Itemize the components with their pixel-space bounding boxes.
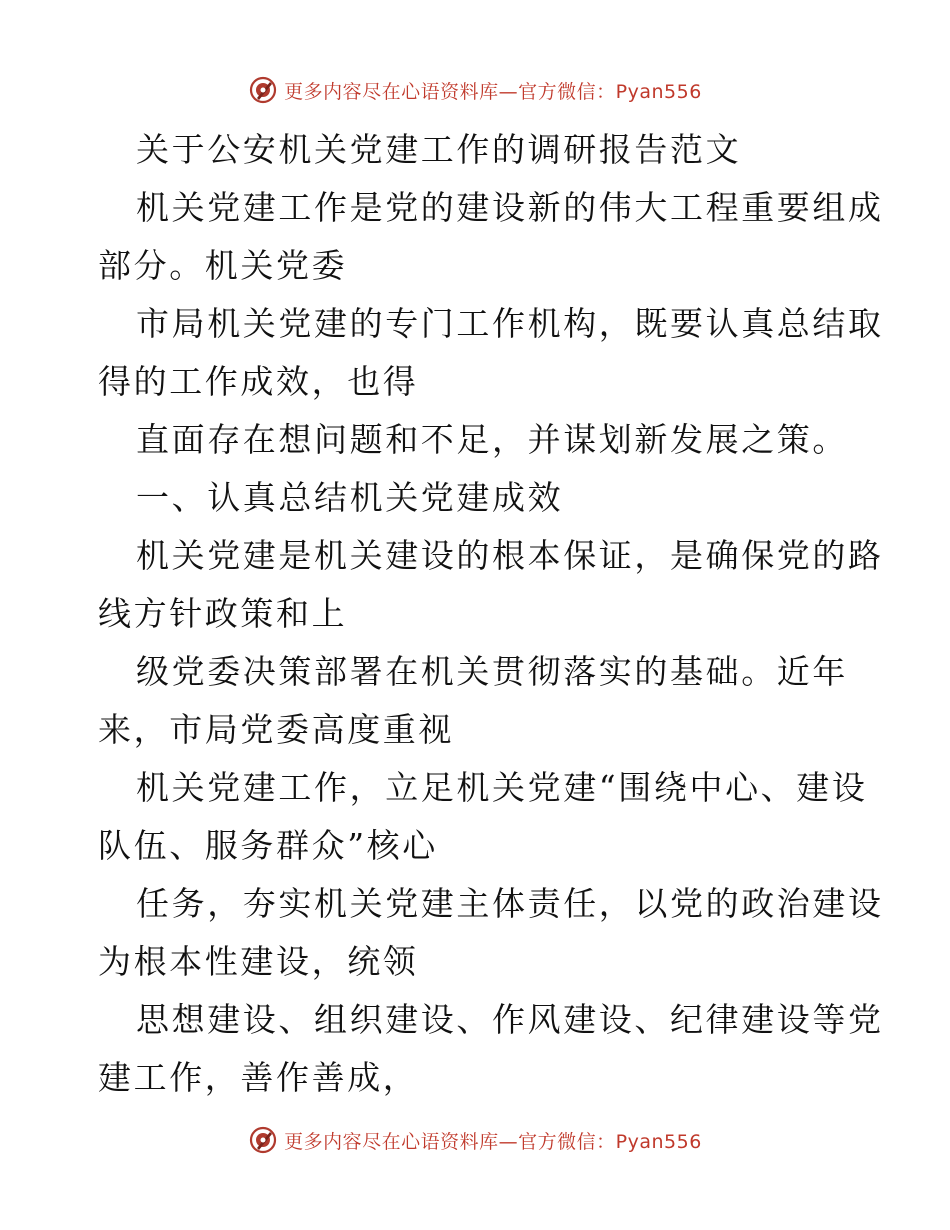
text-line: 来，市局党委高度重视 — [98, 710, 454, 749]
quill-seal-icon — [248, 75, 278, 105]
text-line: 一、认真总结机关党建成效 — [136, 478, 564, 517]
text-line: 市局机关党建的专门工作机构，既要认真总结取 — [136, 304, 884, 343]
text-line: 思想建设、组织建设、作风建设、纪律建设等党 — [136, 1000, 884, 1039]
text-line: 机关党建是机关建设的根本保证，是确保党的路 — [136, 536, 884, 575]
text-line: 为根本性建设，统领 — [98, 942, 419, 981]
text-line: 直面存在想问题和不足，并谋划新发展之策。 — [136, 420, 848, 459]
text-line: 机关党建工作，立足机关党建“围绕中心、建设 — [136, 768, 868, 807]
text-line: 部分。机关党委 — [98, 246, 348, 285]
banner-text: 更多内容尽在心语资料库—官方微信：Pyan556 — [284, 80, 702, 103]
banner-text: 更多内容尽在心语资料库—官方微信：Pyan556 — [284, 1130, 702, 1153]
footer-banner — [0, 1122, 950, 1158]
text-line: 级党委决策部署在机关贯彻落实的基础。近年 — [136, 652, 848, 691]
quill-seal-icon — [248, 1125, 278, 1155]
text-line: 线方针政策和上 — [98, 594, 348, 633]
document-body — [98, 121, 884, 1107]
text-line: 任务，夯实机关党建主体责任，以党的政治建设 — [136, 884, 884, 923]
text-line: 队伍、服务群众”核心 — [98, 826, 438, 865]
header-banner — [0, 72, 950, 108]
text-line: 关于公安机关党建工作的调研报告范文 — [136, 130, 742, 169]
text-line: 建工作，善作善成， — [98, 1058, 419, 1097]
text-line: 得的工作成效，也得 — [98, 362, 419, 401]
text-line: 机关党建工作是党的建设新的伟大工程重要组成 — [136, 188, 884, 227]
